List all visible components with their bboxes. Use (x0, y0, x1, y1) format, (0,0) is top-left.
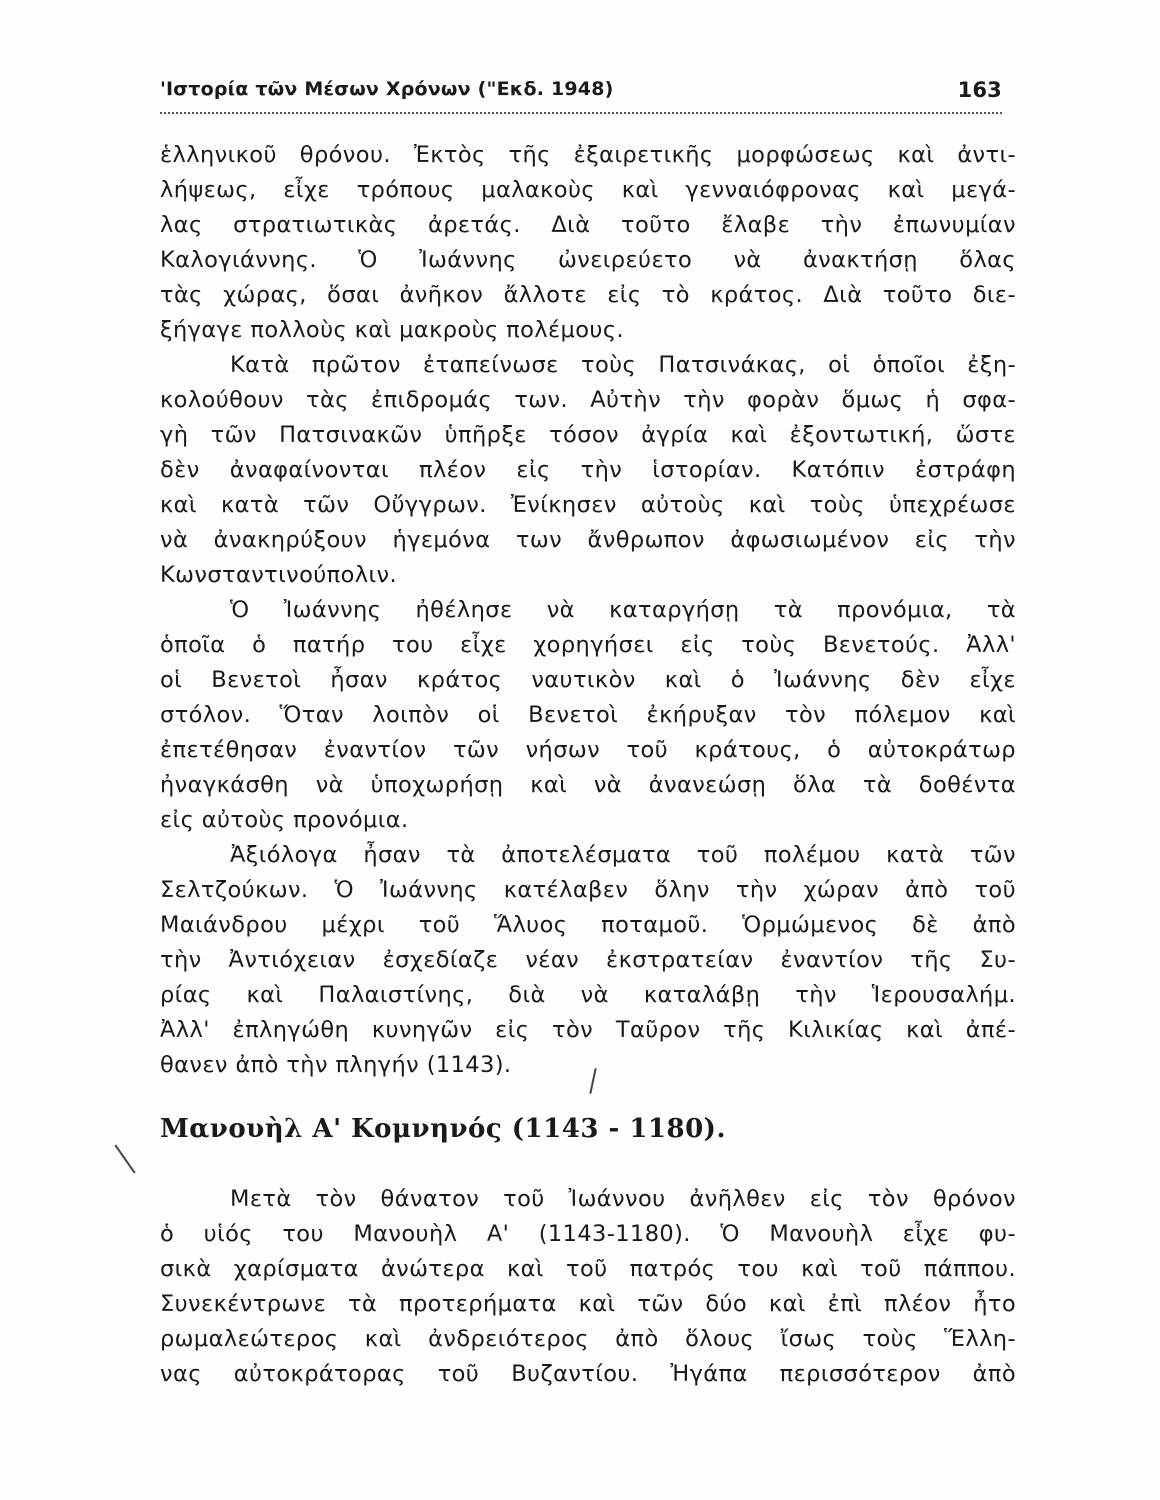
text-line: τὴν Ἀντιόχειαν ἐσχεδίαζε νέαν ἐκστρατείαν ἐναντίον τῆς Συ- (160, 947, 1016, 973)
text-line: τὰς χώρας, ὅσαι ἀνῆκον ἄλλοτε εἰς τὸ κράτος. Διὰ τοῦτο διε- (160, 282, 1016, 308)
text-line: γὴ τῶν Πατσινακῶν ὑπῆρξε τόσον ἀγρία καὶ ἐξοντωτική, ὥστε (160, 422, 1016, 448)
text-line: Συνεκέντρωνε τὰ προτερήματα καὶ τῶν δύο καὶ ἐπὶ πλέον ἦτο (160, 1291, 1016, 1317)
text-line: ξήγαγε πολλοὺς καὶ μακροὺς πολέμους. (160, 317, 625, 343)
stray-ink-mark (114, 1145, 135, 1174)
section-body-text (160, 1182, 1016, 1392)
text-line: οἱ Βενετοὶ ἦσαν κράτος ναυτικὸν καὶ ὁ Ἰωάννης δὲν εἶχε (160, 667, 1016, 693)
page-number: 163 (957, 78, 1002, 102)
text-line: θανεν ἀπὸ τὴν πληγήν (1143). (160, 1052, 512, 1078)
text-line: Κωνσταντινούπολιν. (160, 562, 398, 588)
text-line: δὲν ἀναφαίνονται πλέον εἰς τὴν ἱστορίαν. Κατόπιν ἐστράφη (160, 457, 1016, 483)
text-line: λας στρατιωτικὰς ἀρετάς. Διὰ τοῦτο ἔλαβε τὴν ἐπωνυμίαν (160, 212, 1016, 238)
text-line: ἠναγκάσθη νὰ ὑποχωρήσῃ καὶ νὰ ἀνανεώσῃ ὅλα τὰ δοθέντα (160, 772, 1016, 798)
text-line: Σελτζούκων. Ὁ Ἰωάννης κατέλαβεν ὅλην τὴν χώραν ἀπὸ τοῦ (160, 877, 1016, 903)
text-line: σικὰ χαρίσματα ἀνώτερα καὶ τοῦ πατρός του καὶ τοῦ πάππου. (160, 1256, 1016, 1282)
text-line: λήψεως, εἶχε τρόπους μαλακοὺς καὶ γενναιόφρονας καὶ μεγά- (160, 177, 1016, 203)
text-line: νὰ ἀνακηρύξουν ἡγεμόνα των ἄνθρωπον ἀφωσιωμένον εἰς τὴν (160, 527, 1016, 553)
text-line: ἐπετέθησαν ἐναντίον τῶν νήσων τοῦ κράτους, ὁ αὐτοκράτωρ (160, 737, 1016, 763)
text-line: Κατὰ πρῶτον ἐταπείνωσε τοὺς Πατσινάκας, οἱ ὁποῖοι ἐξη- (230, 352, 1016, 378)
text-line: ὁ υἱός του Μανουὴλ Α' (1143-1180). Ὁ Μανουὴλ εἶχε φυ- (160, 1221, 1016, 1247)
header-title: 'Ιστορία τῶν Μέσων Χρόνων ("Εκδ. 1948) (160, 78, 614, 100)
text-line: Ὁ Ἰωάννης ἠθέλησε νὰ καταργήσῃ τὰ προνόμια, τὰ (230, 597, 1016, 623)
text-line: στόλον. Ὅταν λοιπὸν οἱ Βενετοὶ ἐκήρυξαν τὸν πόλεμον καὶ (160, 702, 1016, 728)
text-line: νας αὐτοκράτορας τοῦ Βυζαντίου. Ἠγάπα περισσότερον ἀπὸ (160, 1361, 1016, 1387)
text-line: ρίας καὶ Παλαιστίνης, διὰ νὰ καταλάβῃ τὴν Ἱερουσαλήμ. (160, 982, 1016, 1008)
running-header (160, 74, 1002, 108)
text-line: ὁποῖα ὁ πατήρ του εἶχε χορηγήσει εἰς τοὺς Βενετούς. Ἀλλ' (160, 632, 1016, 658)
text-line: εἰς αὐτοὺς προνόμια. (160, 807, 409, 833)
text-line: Ἀξιόλογα ἦσαν τὰ ἀποτελέσματα τοῦ πολέμου κατὰ τῶν (230, 842, 1016, 868)
text-line: Μαιάνδρου μέχρι τοῦ Ἅλυος ποταμοῦ. Ὁρμώμενος δὲ ἀπὸ (160, 912, 1016, 938)
text-line: Ἀλλ' ἐπληγώθη κυνηγῶν εἰς τὸν Ταῦρον τῆς Κιλικίας καὶ ἀπέ- (160, 1017, 1016, 1043)
text-line: Μετὰ τὸν θάνατον τοῦ Ἰωάννου ἀνῆλθεν εἰς τὸν θρόνον (230, 1186, 1016, 1212)
body-text (160, 138, 1016, 1083)
header-rule (160, 112, 1002, 114)
section-heading: Μανουὴλ Α' Κομνηνός (1143 - 1180). (160, 1114, 727, 1144)
text-line: Καλογιάννης. Ὁ Ἰωάννης ὠνειρεύετο νὰ ἀνακτήσῃ ὅλας (160, 247, 1016, 273)
text-line: ρωμαλεώτερος καὶ ἀνδρειότερος ἀπὸ ὅλους ἴσως τοὺς Ἕλλη- (160, 1326, 1016, 1352)
text-line: καὶ κατὰ τῶν Οὔγγρων. Ἐνίκησεν αὐτοὺς καὶ τοὺς ὑπεχρέωσε (160, 492, 1016, 518)
text-line: ἑλληνικοῦ θρόνου. Ἐκτὸς τῆς ἐξαιρετικῆς μορφώσεως καὶ ἀντι- (160, 142, 1016, 168)
text-line: κολούθουν τὰς ἐπιδρομάς των. Αὐτὴν τὴν φορὰν ὅμως ἡ σφα- (160, 387, 1016, 413)
